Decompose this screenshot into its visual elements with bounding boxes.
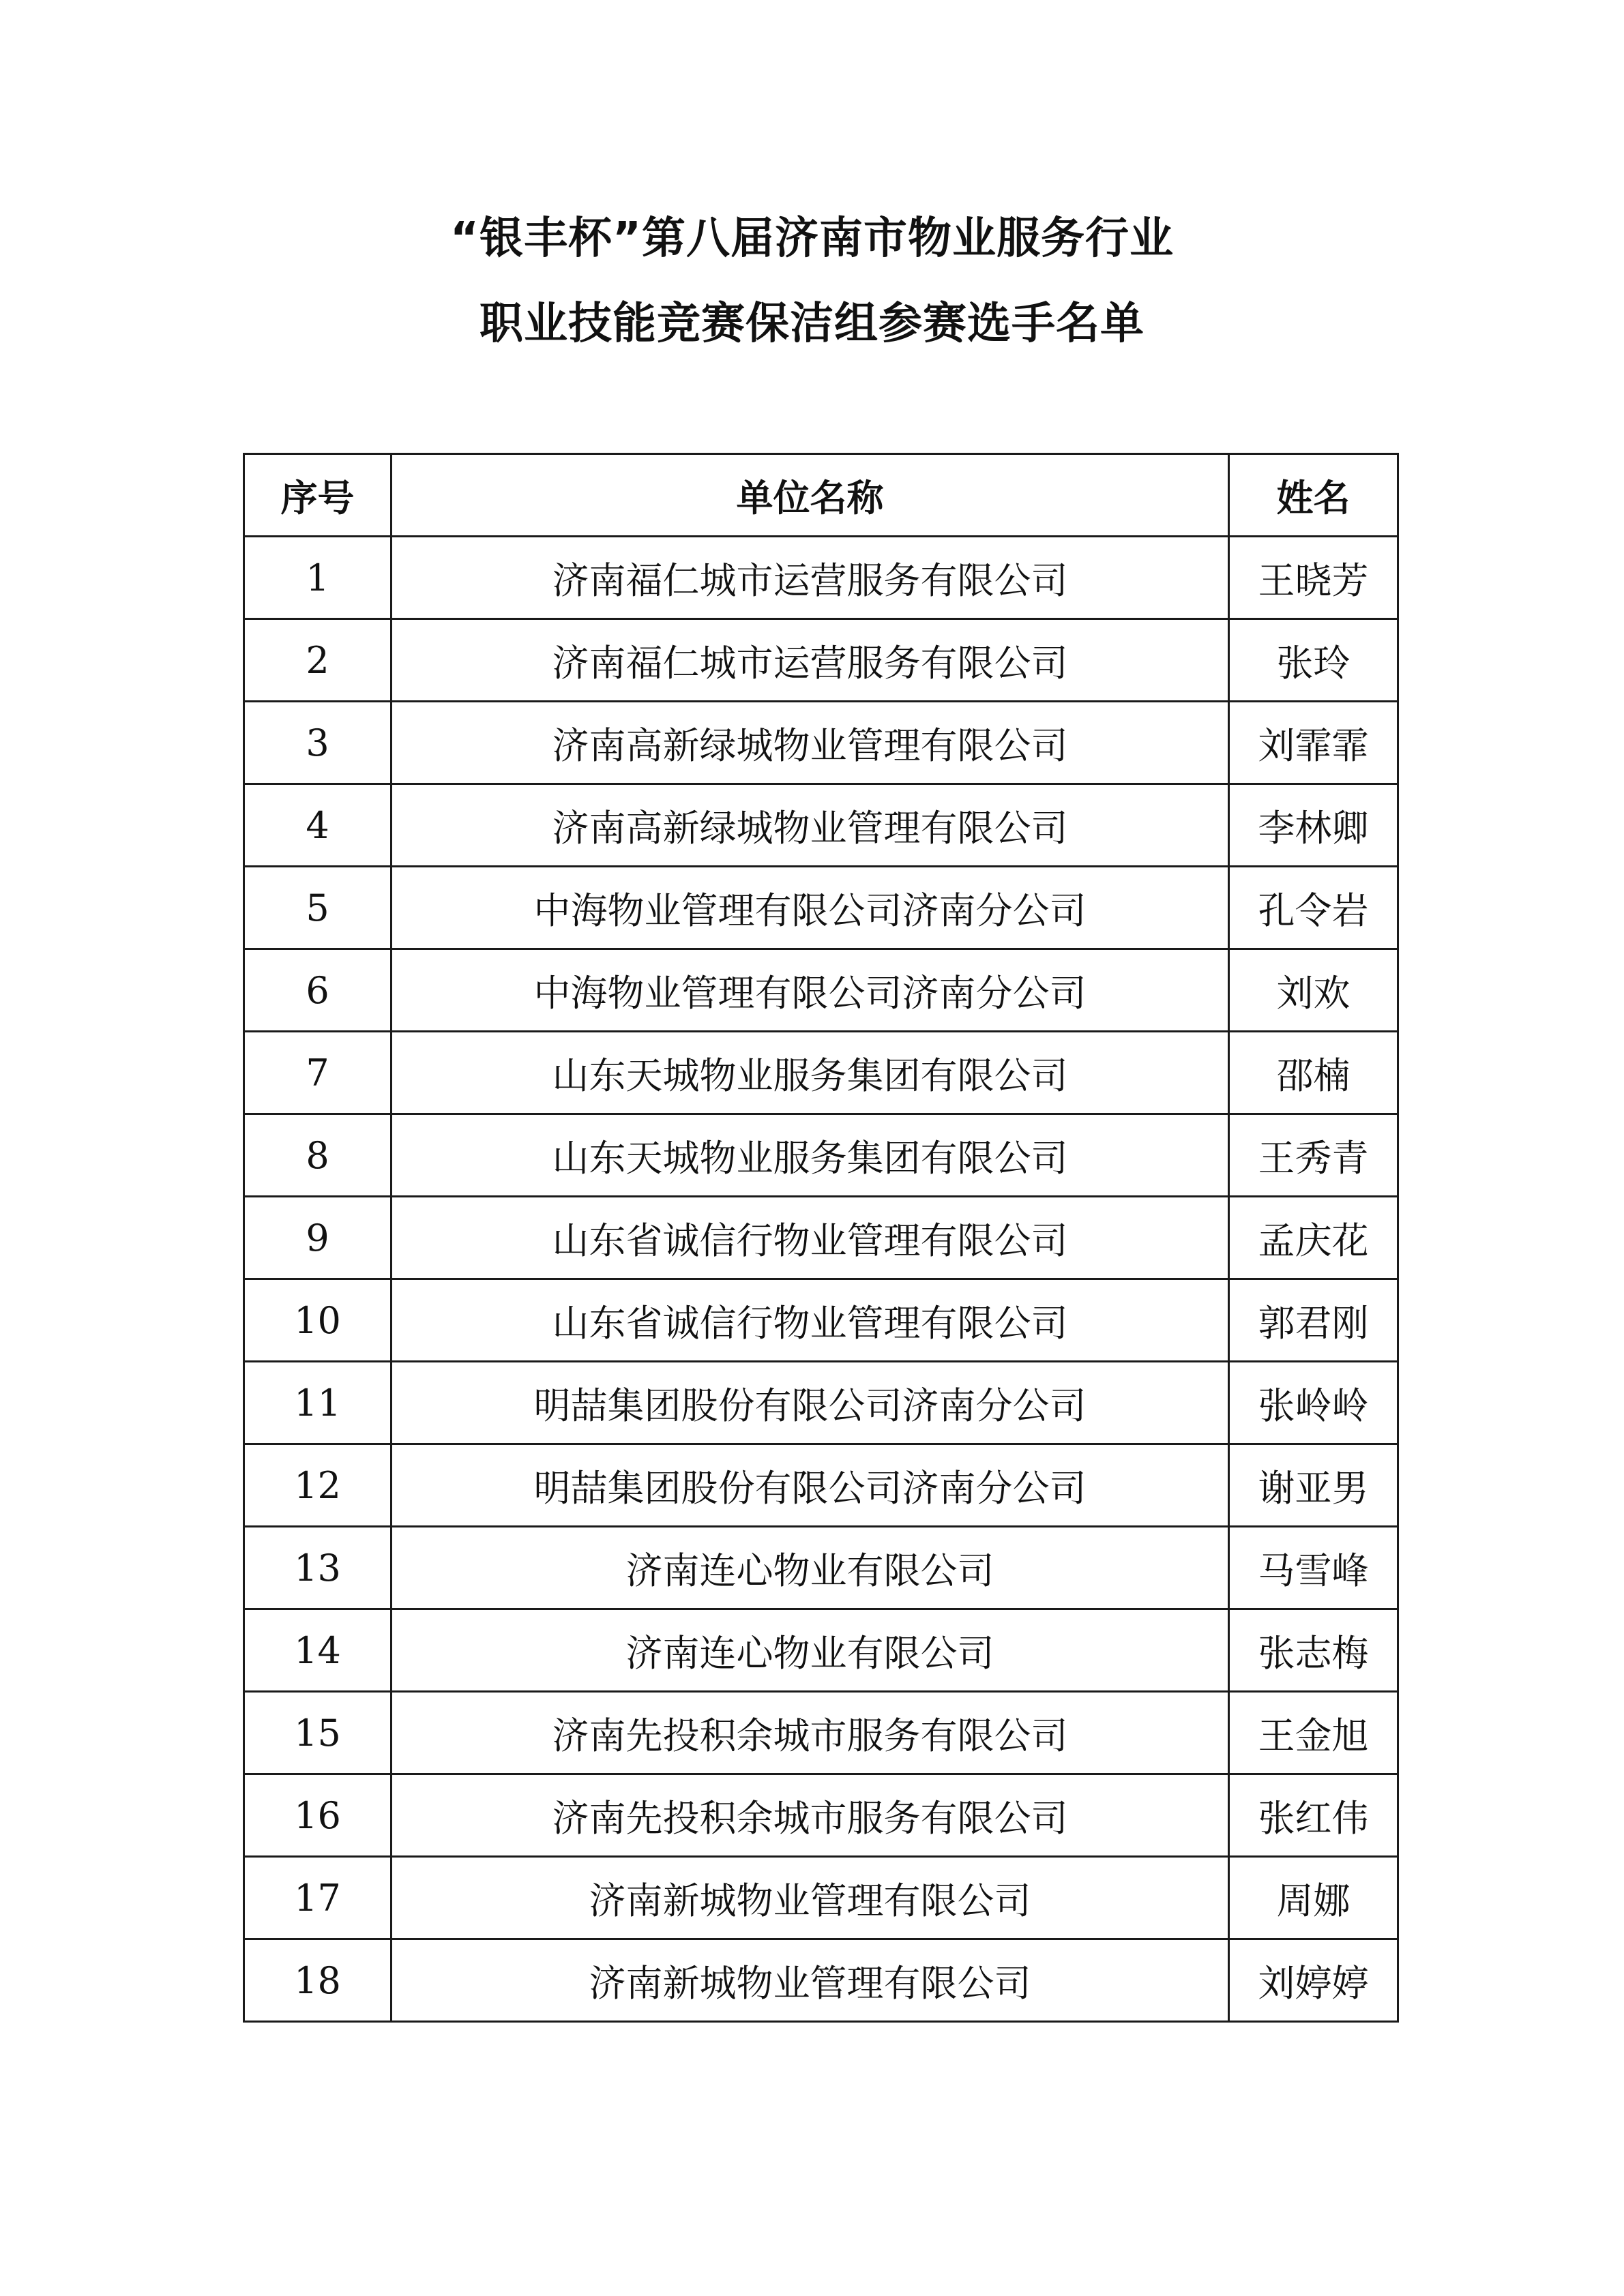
table-row — [244, 1692, 1398, 1774]
cell-serial-number: 2 — [244, 619, 392, 702]
cell-name: 郭君刚 — [1229, 1279, 1398, 1362]
header-name: 姓名 — [1229, 454, 1398, 537]
table-row — [244, 1197, 1398, 1279]
cell-serial-number: 12 — [244, 1444, 392, 1527]
cell-name: 孟庆花 — [1229, 1197, 1398, 1279]
table-row — [244, 867, 1398, 949]
cell-organization: 济南高新绿城物业管理有限公司 — [392, 702, 1229, 784]
table-row — [244, 537, 1398, 619]
table-row — [244, 1774, 1398, 1857]
table-row — [244, 619, 1398, 702]
header-serial-number: 序号 — [244, 454, 392, 537]
cell-name: 刘婷婷 — [1229, 1939, 1398, 2022]
cell-serial-number: 11 — [244, 1362, 392, 1444]
cell-serial-number: 3 — [244, 702, 392, 784]
cell-serial-number: 5 — [244, 867, 392, 949]
cell-serial-number: 8 — [244, 1114, 392, 1197]
table-row — [244, 1444, 1398, 1527]
cell-organization: 济南福仁城市运营服务有限公司 — [392, 537, 1229, 619]
cell-organization: 山东天城物业服务集团有限公司 — [392, 1032, 1229, 1114]
cell-name: 谢亚男 — [1229, 1444, 1398, 1527]
cell-organization: 济南福仁城市运营服务有限公司 — [392, 619, 1229, 702]
cell-serial-number: 7 — [244, 1032, 392, 1114]
cell-name: 刘欢 — [1229, 949, 1398, 1032]
cell-organization: 中海物业管理有限公司济南分公司 — [392, 867, 1229, 949]
cell-serial-number: 9 — [244, 1197, 392, 1279]
cell-organization: 济南高新绿城物业管理有限公司 — [392, 784, 1229, 867]
cell-name: 马雪峰 — [1229, 1527, 1398, 1609]
cell-serial-number: 10 — [244, 1279, 392, 1362]
cell-name: 王秀青 — [1229, 1114, 1398, 1197]
cell-organization: 明喆集团股份有限公司济南分公司 — [392, 1362, 1229, 1444]
cell-name: 刘霏霏 — [1229, 702, 1398, 784]
cell-name: 张志梅 — [1229, 1609, 1398, 1692]
document-title-line-1: “银丰杯”第八届济南市物业服务行业 — [449, 213, 1175, 264]
cell-serial-number: 15 — [244, 1692, 392, 1774]
table-row — [244, 1857, 1398, 1939]
cell-organization: 济南连心物业有限公司 — [392, 1609, 1229, 1692]
cell-name: 李林卿 — [1229, 784, 1398, 867]
cell-organization: 山东天城物业服务集团有限公司 — [392, 1114, 1229, 1197]
table-row — [244, 1939, 1398, 2022]
cell-serial-number: 13 — [244, 1527, 392, 1609]
cell-serial-number: 4 — [244, 784, 392, 867]
cell-organization: 济南先投积余城市服务有限公司 — [392, 1692, 1229, 1774]
cell-name: 孔令岩 — [1229, 867, 1398, 949]
table-row — [244, 1279, 1398, 1362]
cell-serial-number: 16 — [244, 1774, 392, 1857]
cell-organization: 济南新城物业管理有限公司 — [392, 1857, 1229, 1939]
table-row — [244, 1114, 1398, 1197]
document-title-line-2: 职业技能竞赛保洁组参赛选手名单 — [479, 299, 1145, 349]
table-row — [244, 949, 1398, 1032]
cell-serial-number: 6 — [244, 949, 392, 1032]
cell-serial-number: 14 — [244, 1609, 392, 1692]
cell-name: 周娜 — [1229, 1857, 1398, 1939]
table-body — [244, 537, 1398, 2022]
table-row — [244, 1362, 1398, 1444]
table-row — [244, 1032, 1398, 1114]
cell-organization: 明喆集团股份有限公司济南分公司 — [392, 1444, 1229, 1527]
cell-organization: 济南新城物业管理有限公司 — [392, 1939, 1229, 2022]
cell-name: 王晓芳 — [1229, 537, 1398, 619]
cell-name: 邵楠 — [1229, 1032, 1398, 1114]
table-row — [244, 1609, 1398, 1692]
cell-name: 张玲 — [1229, 619, 1398, 702]
cell-serial-number: 17 — [244, 1857, 392, 1939]
cell-name: 张岭岭 — [1229, 1362, 1398, 1444]
cell-organization: 山东省诚信行物业管理有限公司 — [392, 1279, 1229, 1362]
table-row — [244, 784, 1398, 867]
table-header-row — [244, 454, 1398, 537]
table-row — [244, 1527, 1398, 1609]
cell-serial-number: 18 — [244, 1939, 392, 2022]
cell-organization: 中海物业管理有限公司济南分公司 — [392, 949, 1229, 1032]
participant-table — [243, 453, 1399, 2023]
cell-name: 张红伟 — [1229, 1774, 1398, 1857]
table-row — [244, 702, 1398, 784]
cell-organization: 济南连心物业有限公司 — [392, 1527, 1229, 1609]
cell-organization: 山东省诚信行物业管理有限公司 — [392, 1197, 1229, 1279]
cell-organization: 济南先投积余城市服务有限公司 — [392, 1774, 1229, 1857]
cell-name: 王金旭 — [1229, 1692, 1398, 1774]
header-organization: 单位名称 — [392, 454, 1229, 537]
cell-serial-number: 1 — [244, 537, 392, 619]
